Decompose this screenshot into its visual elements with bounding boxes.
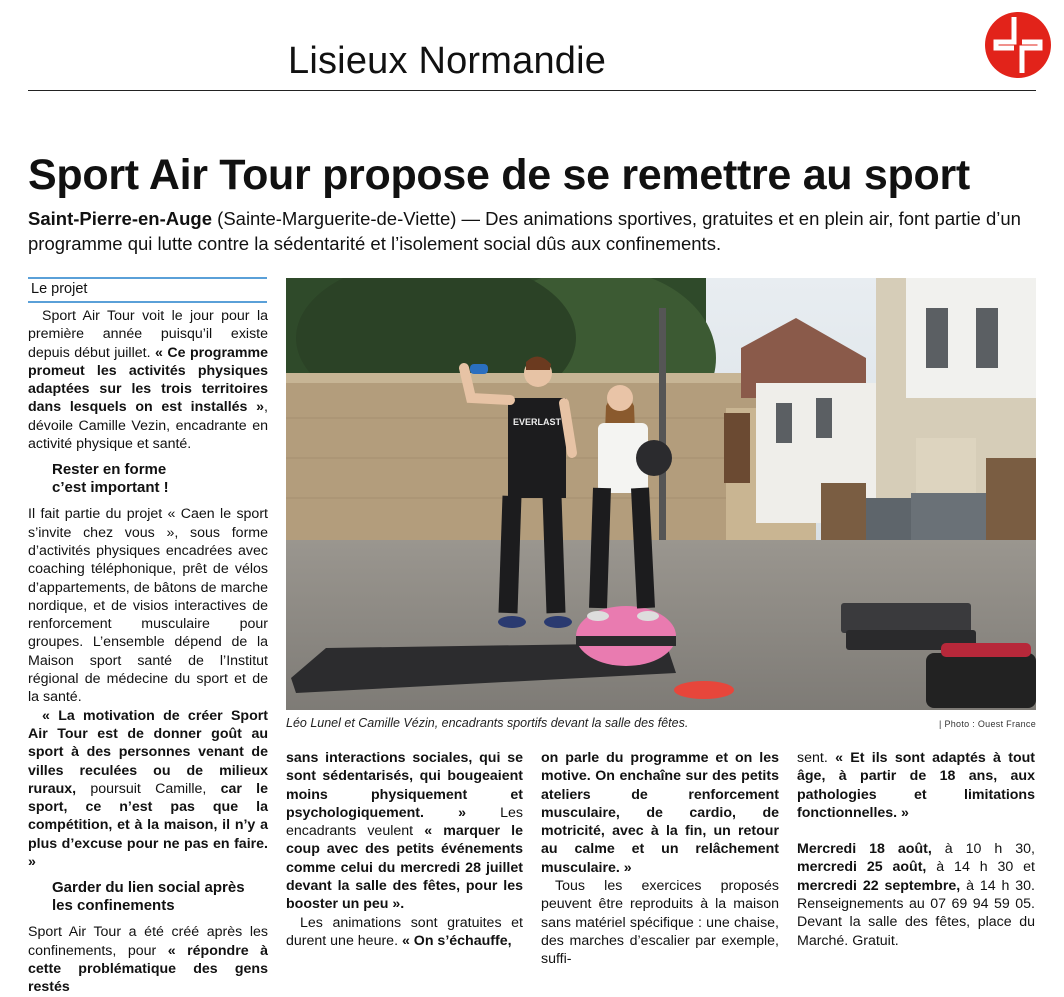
date: mercredi 25 août, — [797, 859, 927, 876]
date: mercredi 22 septembre, — [797, 877, 961, 894]
subhead-line: Garder du lien social après — [52, 879, 245, 897]
text: , dévoile Camille Vezin, encadrante en activité physique et santé. — [28, 399, 268, 453]
shirt-text: EVERLAST — [512, 417, 562, 427]
text: à 10 h 30, — [931, 841, 1035, 858]
paragraph — [28, 307, 268, 453]
subhead-line: les confinements — [52, 897, 175, 915]
article-deck — [28, 206, 1038, 256]
column-1 — [28, 307, 268, 997]
photo-caption: Léo Lunel et Camille Vézin, encadrants sportifs devant la salle des fêtes. — [286, 716, 689, 730]
subhead-2 — [52, 879, 268, 915]
subhead-line: c’est important ! — [52, 479, 169, 497]
text: Les encadrants veulent — [286, 804, 523, 840]
quote: « La motivation de créer Sport Air Tour est de donner goût au sport à des personnes venant de villes reculées ou de milieux ruraux, — [28, 707, 268, 797]
text: sent. — [797, 750, 836, 766]
quote: « répondre à cette problématique des gens restés — [28, 942, 269, 996]
article-headline: Sport Air Tour propose de se remettre au sport — [28, 151, 970, 199]
column-4 — [797, 749, 1035, 950]
subhead-line: Rester en forme — [52, 461, 167, 479]
label-rule-bottom — [28, 301, 267, 303]
quote: car le sport, ce n’est pas que la compétition, et à la maison, il n’y a plus d’excuse pour ne pas en faire. » — [28, 780, 268, 871]
paragraph — [286, 749, 523, 914]
text: poursuit Camille, — [90, 780, 221, 797]
deck-location: Saint-Pierre-en-Auge — [28, 208, 213, 229]
text: Sport Air Tour voit le jour pour la première année puisqu’il existe depuis début juillet. — [28, 308, 268, 361]
quote: « On s’échauffe, — [401, 932, 512, 949]
paragraph: Tous les exercices proposés peuvent être reproduits à la maison sans matériel spécifique : une chaise, des marches d’escalier par exemple, suffi- — [541, 878, 779, 968]
paragraph — [28, 923, 268, 996]
column-3 — [541, 749, 779, 969]
article-photo — [286, 278, 1036, 710]
quote: « Et ils sont adaptés à tout âge, à partir de 18 ans, aux pathologies et limitations fonctionnelles. » — [797, 750, 1036, 821]
ouest-france-logo-icon — [984, 11, 1052, 79]
photo-credit: | Photo : Ouest France — [939, 719, 1036, 729]
photo-illustration — [286, 278, 1036, 710]
quote: « Ce programme promeut les activités physiques adaptées sur les trois territoires dans lesquels on est installés » — [28, 344, 268, 416]
paragraph — [286, 914, 523, 951]
text: Sport Air Tour a été créé après les confinements, pour — [28, 924, 268, 959]
text: à 14 h 30 et — [926, 859, 1035, 876]
subhead-1 — [52, 461, 268, 497]
deck-text: — Des animations sportives, gratuites et en plein air, font partie d’un programme qui lutte contre la sédentarité et l’isolement social dûs aux confinements. — [28, 208, 1021, 254]
deck-sublocation: (Sainte-Marguerite-de-Viette) — [217, 208, 457, 229]
header-rule — [28, 90, 1036, 91]
section-label: Le projet — [31, 281, 88, 297]
event-dates — [797, 840, 1035, 950]
paragraph: Il fait partie du projet « Caen le sport s’invite chez vous », sous forme d’activités physiques encadrées avec coaching téléphonique, prêt de vélos d’appartements, de bâtons de marche nordique, et de visios interactives de renforcement musculaire pour groupes. L’ensemble dépend de la Maison sport santé de l’Institut régional de médecine du sport et de la santé. — [28, 506, 268, 706]
quote: sans interactions sociales, qui se sont sédentarisés, qui bougeaient moins physiquement et psychologiquement. » — [286, 750, 523, 821]
text: Les animations sont gratuites et durent une heure. — [286, 914, 523, 949]
column-2 — [286, 749, 523, 950]
text: à 14 h 30. Renseignements au 07 69 94 59 05. Devant la salle des fêtes, place du Marché. Gratuit. — [797, 877, 1035, 949]
quote: « marquer le coup avec des petits événements comme celui du mercredi 28 juillet devant la salle des fêtes, pour les booster un peu ». — [286, 823, 523, 913]
date: Mercredi 18 août, — [797, 841, 932, 858]
label-rule-top — [28, 277, 267, 279]
paragraph — [797, 749, 1035, 822]
paragraph — [28, 707, 268, 872]
paragraph: on parle du programme et on les motive. On enchaîne sur des petits ateliers de renforcement musculaire, de cardio, de motricité, avec à la fin, un retour au calme et un relâchement musculaire. » — [541, 750, 779, 876]
section-title: Lisieux Normandie — [288, 40, 607, 82]
